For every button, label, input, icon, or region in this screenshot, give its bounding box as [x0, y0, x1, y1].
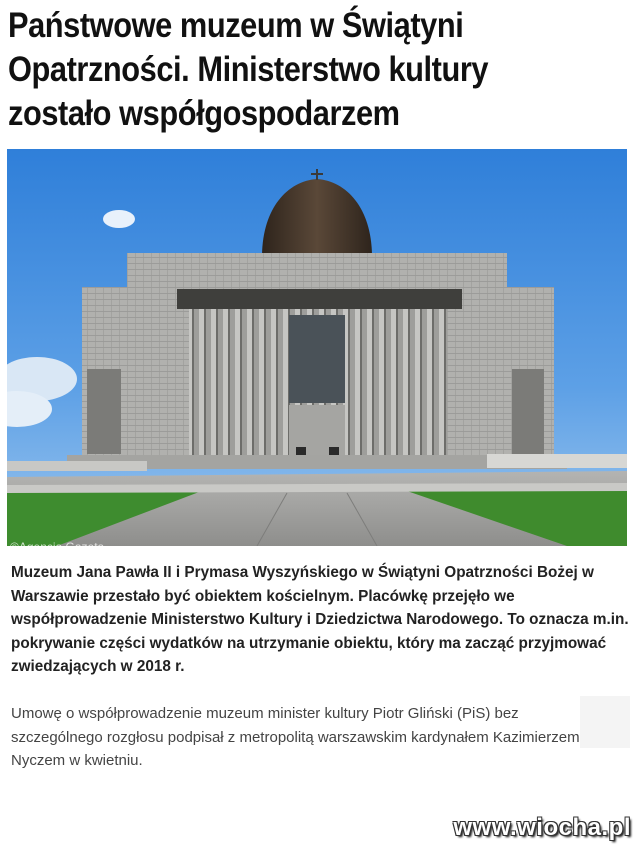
article-photo — [7, 149, 627, 546]
temple-photo-illustration — [7, 149, 627, 546]
photo-credit: ©Agencja Gazeta — [10, 540, 105, 554]
article-lead: Muzeum Jana Pawła II i Prymasa Wyszyńskiego w Świątyni Opatrzności Bożej w Warszawie przestało być obiektem kościelnym. Placówkę przejęło we współprowadzenie Ministerstwo Kultury i Dziedzictwa Narodowego. To oznacza m.in. pokrywanie części wydatków na utrzymanie obiektu, który ma zacząć przyjmować zwiedzających w 2018 r. — [11, 564, 629, 675]
article-title: Państwowe muzeum w Świątyni Opatrzności. Ministerstwo kultury zostało współgospodarzem — [8, 6, 489, 133]
article-body: Umowę o współprowadzenie muzeum minister kultury Piotr Gliński (PiS) bez szczególnego rozgłosu podpisał z metropolitą warszawskim kardynałem Kazimierzem Nyczem w kwietniu. — [11, 705, 580, 769]
site-watermark: www.wiocha.pl — [453, 814, 631, 841]
side-placeholder-box — [580, 696, 630, 748]
